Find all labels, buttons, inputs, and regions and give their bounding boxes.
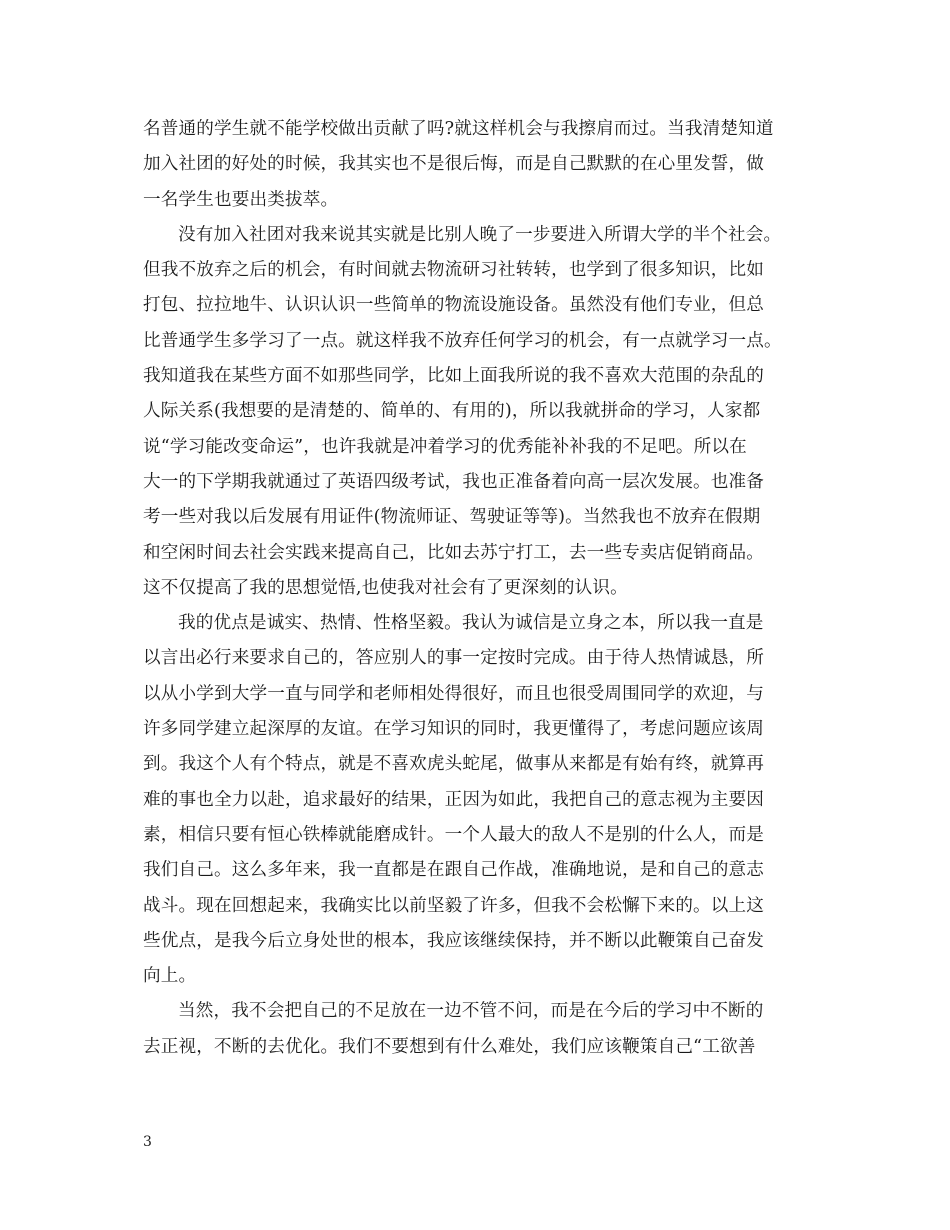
text-line: 加入社团的好处的时候，我其实也不是很后悔，而是自己默默的在心里发誓，做 [143,154,765,175]
text-line: 到。我这个人有个特点，就是不喜欢虎头蛇尾，做事从来都是有始有终，就算再 [143,754,765,775]
body-text [143,112,823,1065]
paragraph-start-line: 当然，我不会把自己的不足放在一边不管不问，而是在今后的学习中不断的 [178,1001,764,1022]
text-line: 人际关系(我想要的是清楚的、简单的、有用的)，所以我就拼命的学习，人家都 [143,401,761,422]
text-line: 考一些对我以后发展有用证件(物流师证、驾驶证等等)。当然我也不放弃在假期 [143,507,761,528]
paragraph-start-line: 没有加入社团对我来说其实就是比别人晚了一步要进入所谓大学的半个社会。 [178,224,782,245]
page-number: 3 [143,1134,152,1150]
text-line: 和空闲时间去社会实践来提高自己，比如去苏宁打工，去一些专卖店促销商品。 [143,542,765,563]
text-line: 但我不放弃之后的机会，有时间就去物流研习社转转，也学到了很多知识，比如 [143,260,765,281]
text-line: 许多同学建立起深厚的友谊。在学习知识的同时，我更懂得了，考虑问题应该周 [143,719,765,740]
text-line: 素，相信只要有恒心铁棒就能磨成针。一个人最大的敌人不是别的什么人，而是 [143,824,765,845]
text-line: 大一的下学期我就通过了英语四级考试，我也正准备着向高一层次发展。也准备 [143,471,765,492]
text-line: 一名学生也要出类拔萃。 [143,189,339,210]
text-line: 打包、拉拉地牛、认识认识一些简单的物流设施设备。虽然没有他们专业，但总 [143,295,765,316]
text-line: 以从小学到大学一直与同学和老师相处得很好，而且也很受周围同学的欢迎，与 [143,683,765,704]
text-line: 名普通的学生就不能学校做出贡献了吗?就这样机会与我擦肩而过。当我清楚知道 [143,119,774,139]
paragraph-start-line: 我的优点是诚实、热情、性格坚毅。我认为诚信是立身之本，所以我一直是 [178,613,764,634]
text-line: 比普通学生多学习了一点。就这样我不放弃任何学习的机会，有一点就学习一点。 [143,330,782,351]
text-line: 我们自己。这么多年来，我一直都是在跟自己作战，准确地说，是和自己的意志 [143,860,765,881]
text-line: 战斗。现在回想起来，我确实比以前坚毅了许多，但我不会松懈下来的。以上这 [143,895,765,916]
text-line: 说“学习能改变命运”，也许我就是冲着学习的优秀能补补我的不足吧。所以在 [143,436,747,457]
text-line: 难的事也全力以赴，追求最好的结果，正因为如此，我把自己的意志视为主要因 [143,789,765,810]
text-line: 以言出必行来要求自己的，答应别人的事一定按时完成。由于待人热情诚恳，所 [143,648,765,669]
text-line: 些优点，是我今后立身处世的根本，我应该继续保持，并不断以此鞭策自己奋发 [143,930,765,951]
text-line: 向上。 [143,966,197,987]
text-line: 这不仅提高了我的思想觉悟,也使我对社会有了更深刻的认识。 [143,577,628,598]
text-line: 我知道我在某些方面不如那些同学，比如上面我所说的我不喜欢大范围的杂乱的 [143,366,765,387]
text-line: 去正视，不断的去优化。我们不要想到有什么难处，我们应该鞭策自己“工欲善 [143,1036,756,1057]
